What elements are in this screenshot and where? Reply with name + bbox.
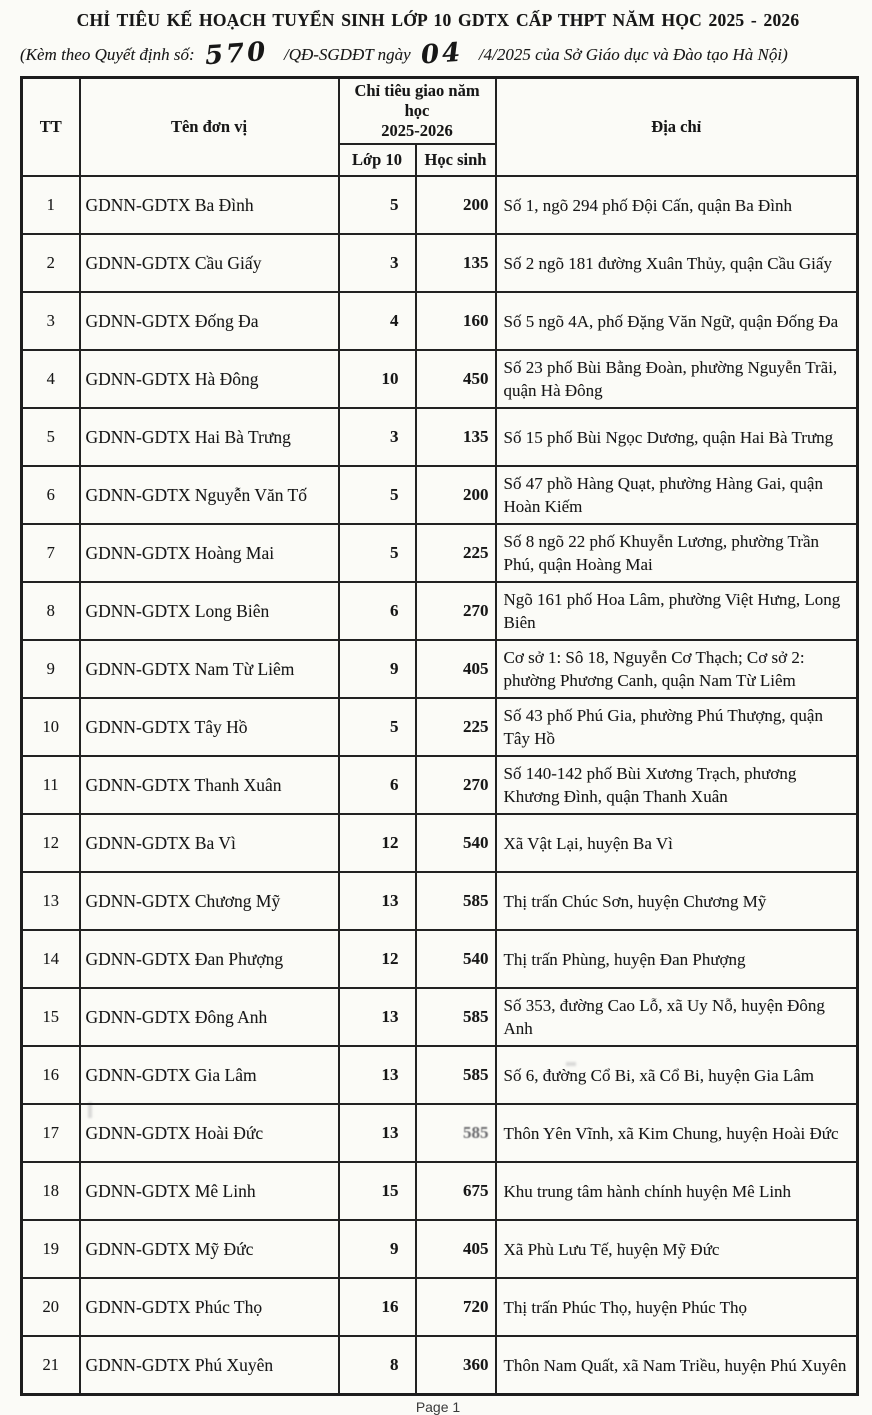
document-title: CHỈ TIÊU KẾ HOẠCH TUYỂN SINH LỚP 10 GDTX CẤP THPT NĂM HỌC 2025 - 2026 [76,10,800,30]
quota-group-line1: Chỉ tiêu giao năm học [354,81,480,120]
lop10-value: 5 [339,466,416,524]
unit-name: GDNN-GDTX Hoàng Mai [80,524,339,582]
unit-name: GDNN-GDTX Nguyễn Văn Tố [80,466,339,524]
unit-name: GDNN-GDTX Gia Lâm [80,1046,339,1104]
quota-table [20,76,859,1396]
unit-name: GDNN-GDTX Long Biên [80,582,339,640]
row-index: 15 [22,988,80,1046]
quota-group-line2: 2025-2026 [381,121,453,140]
table-row [22,292,858,350]
lop10-value: 4 [339,292,416,350]
lop10-value: 6 [339,756,416,814]
lop10-value: 9 [339,640,416,698]
table-body [22,176,858,1395]
address: Số 353, đường Cao Lỗ, xã Uy Nỗ, huyện Đông Anh [496,988,858,1046]
hocsinh-value: 225 [416,698,496,756]
row-index: 7 [22,524,80,582]
hocsinh-value: 200 [416,466,496,524]
row-index: 5 [22,408,80,466]
col-header-hocsinh: Học sinh [416,144,496,176]
unit-name: GDNN-GDTX Phú Xuyên [80,1336,339,1395]
address: Số 5 ngõ 4A, phố Đặng Văn Ngữ, quận Đống Đa [496,292,858,350]
table-row [22,698,858,756]
table-row [22,466,858,524]
row-index: 4 [22,350,80,408]
hocsinh-value: 360 [416,1336,496,1395]
lop10-value: 12 [339,930,416,988]
unit-name: GDNN-GDTX Đống Đa [80,292,339,350]
unit-name: GDNN-GDTX Mỹ Đức [80,1220,339,1278]
hocsinh-value: 450 [416,350,496,408]
row-index: 8 [22,582,80,640]
unit-name: GDNN-GDTX Ba Đình [80,176,339,234]
col-header-quota-group [339,78,496,145]
hocsinh-value: 540 [416,930,496,988]
row-index: 12 [22,814,80,872]
table-row [22,930,858,988]
lop10-value: 13 [339,1104,416,1162]
table-row [22,1104,858,1162]
hocsinh-value: 270 [416,582,496,640]
document-subtitle [20,36,856,72]
hocsinh-value: 585 [416,1104,496,1162]
address: Số 8 ngõ 22 phố Khuyễn Lương, phường Trần Phú, quận Hoàng Mai [496,524,858,582]
table-row [22,350,858,408]
subtitle-suffix: /4/2025 của Sở Giáo dục và Đào tạo Hà Nội) [478,45,788,64]
table-row [22,524,858,582]
col-header-tt: TT [22,78,80,177]
address: Thôn Nam Quất, xã Nam Triều, huyện Phú Xuyên [496,1336,858,1395]
unit-name: GDNN-GDTX Đông Anh [80,988,339,1046]
unit-name: GDNN-GDTX Hoài Đức [80,1104,339,1162]
address: Số 6, đường Cổ Bi, xã Cổ Bi, huyện Gia Lâm [496,1046,858,1104]
col-header-address: Địa chỉ [496,78,858,177]
table-row [22,1278,858,1336]
unit-name: GDNN-GDTX Ba Vì [80,814,339,872]
row-index: 10 [22,698,80,756]
lop10-value: 6 [339,582,416,640]
page-number: Page 1 [415,1399,461,1415]
row-index: 19 [22,1220,80,1278]
scan-artifact [566,1062,576,1066]
row-index: 3 [22,292,80,350]
row-index: 2 [22,234,80,292]
lop10-value: 13 [339,872,416,930]
row-index: 18 [22,1162,80,1220]
scan-artifact [88,1102,92,1118]
row-index: 13 [22,872,80,930]
address: Số 140-142 phố Bùi Xương Trạch, phương Khương Đình, quận Thanh Xuân [496,756,858,814]
hocsinh-value: 135 [416,408,496,466]
address: Số 23 phố Bùi Bằng Đoàn, phường Nguyễn Trãi, quận Hà Đông [496,350,858,408]
lop10-value: 9 [339,1220,416,1278]
unit-name: GDNN-GDTX Cầu Giấy [80,234,339,292]
hocsinh-value: 270 [416,756,496,814]
unit-name: GDNN-GDTX Chương Mỹ [80,872,339,930]
lop10-value: 15 [339,1162,416,1220]
unit-name: GDNN-GDTX Phúc Thọ [80,1278,339,1336]
address: Số 15 phố Bùi Ngọc Dương, quận Hai Bà Trưng [496,408,858,466]
row-index: 1 [22,176,80,234]
address: Số 2 ngõ 181 đường Xuân Thủy, quận Cầu Giấy [496,234,858,292]
table-row [22,872,858,930]
lop10-value: 16 [339,1278,416,1336]
lop10-value: 3 [339,234,416,292]
row-index: 20 [22,1278,80,1336]
address: Số 1, ngõ 294 phố Đội Cấn, quận Ba Đình [496,176,858,234]
row-index: 9 [22,640,80,698]
lop10-value: 5 [339,698,416,756]
address: Xã Vật Lại, huyện Ba Vì [496,814,858,872]
hocsinh-value: 540 [416,814,496,872]
table-row [22,1162,858,1220]
table-row [22,814,858,872]
handwritten-decision-number: 570 [203,36,269,72]
handwritten-day: 04 [419,37,464,71]
table-row [22,582,858,640]
address: Số 47 phồ Hàng Quạt, phường Hàng Gai, quận Hoàn Kiếm [496,466,858,524]
lop10-value: 13 [339,988,416,1046]
subtitle-prefix: (Kèm theo Quyết định số: [20,45,195,64]
address: Ngõ 161 phố Hoa Lâm, phường Việt Hưng, Long Biên [496,582,858,640]
lop10-value: 5 [339,176,416,234]
col-header-unit: Tên đơn vị [80,78,339,177]
hocsinh-value: 225 [416,524,496,582]
hocsinh-value: 135 [416,234,496,292]
address: Số 43 phố Phú Gia, phường Phú Thượng, quận Tây Hồ [496,698,858,756]
unit-name: GDNN-GDTX Thanh Xuân [80,756,339,814]
table-row [22,176,858,234]
hocsinh-value: 720 [416,1278,496,1336]
unit-name: GDNN-GDTX Đan Phượng [80,930,339,988]
row-index: 6 [22,466,80,524]
unit-name: GDNN-GDTX Hà Đông [80,350,339,408]
hocsinh-value: 585 [416,872,496,930]
table-row [22,1046,858,1104]
table-row [22,408,858,466]
table-row [22,756,858,814]
lop10-value: 8 [339,1336,416,1395]
address: Thị trấn Phúc Thọ, huyện Phúc Thọ [496,1278,858,1336]
address: Cơ sở 1: Sô 18, Nguyễn Cơ Thạch; Cơ sở 2: phường Phương Canh, quận Nam Từ Liêm [496,640,858,698]
row-index: 16 [22,1046,80,1104]
row-index: 21 [22,1336,80,1395]
table-row [22,988,858,1046]
hocsinh-value: 675 [416,1162,496,1220]
address: Thị trấn Chúc Sơn, huyện Chương Mỹ [496,872,858,930]
row-index: 11 [22,756,80,814]
lop10-value: 13 [339,1046,416,1104]
table-header [22,78,858,177]
address: Khu trung tâm hành chính huyện Mê Linh [496,1162,858,1220]
row-index: 14 [22,930,80,988]
address: Thôn Yên Vĩnh, xã Kim Chung, huyện Hoài Đức [496,1104,858,1162]
lop10-value: 3 [339,408,416,466]
address: Thị trấn Phùng, huyện Đan Phượng [496,930,858,988]
col-header-lop10: Lớp 10 [339,144,416,176]
table-row [22,1336,858,1395]
unit-name: GDNN-GDTX Mê Linh [80,1162,339,1220]
table-row [22,640,858,698]
hocsinh-value: 585 [416,988,496,1046]
address: Xã Phù Lưu Tế, huyện Mỹ Đức [496,1220,858,1278]
row-index: 17 [22,1104,80,1162]
lop10-value: 10 [339,350,416,408]
hocsinh-value: 200 [416,176,496,234]
table-row [22,234,858,292]
unit-name: GDNN-GDTX Tây Hồ [80,698,339,756]
subtitle-middle: /QĐ-SGDĐT ngày [283,45,411,64]
hocsinh-value: 160 [416,292,496,350]
table-row [22,1220,858,1278]
lop10-value: 12 [339,814,416,872]
hocsinh-value: 405 [416,640,496,698]
hocsinh-value: 585 [416,1046,496,1104]
unit-name: GDNN-GDTX Hai Bà Trưng [80,408,339,466]
unit-name: GDNN-GDTX Nam Từ Liêm [80,640,339,698]
hocsinh-value: 405 [416,1220,496,1278]
lop10-value: 5 [339,524,416,582]
